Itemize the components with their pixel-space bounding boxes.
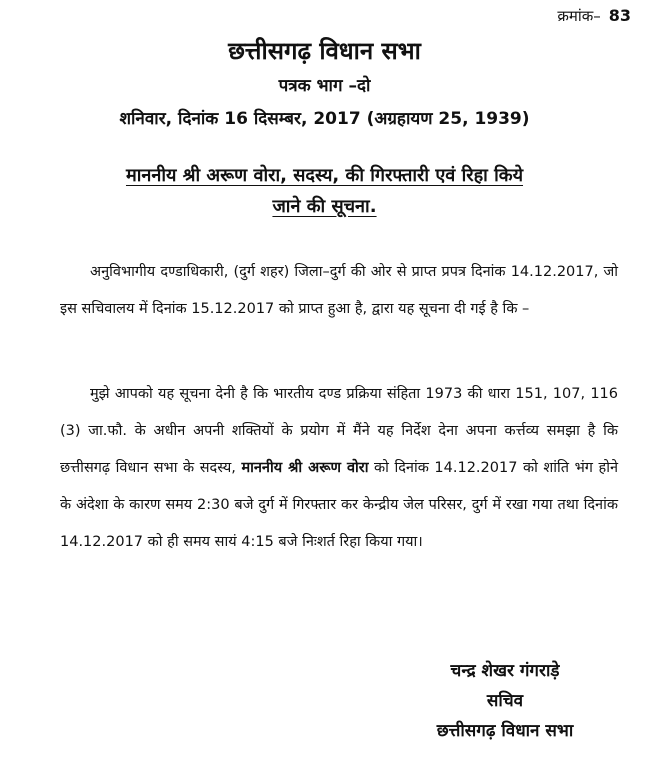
notice-heading-line2: जाने की सूचना. — [272, 196, 377, 217]
notice-heading — [0, 160, 649, 222]
document-subtitle: पत्रक भाग –दो — [278, 76, 371, 96]
serial-number — [557, 6, 631, 26]
signatory-name: चन्द्र शेखर गंगराड़े — [450, 661, 560, 681]
para2-intro: मुझे आपको यह सूचना देनी है कि भारतीय दण्ड प्रक्रिया संहिता 1973 की धारा 151, 107, 116 (3) जा.फौ. के अधीन अपनी शक्तियों के प्रयोग में मैंने यह निर्देश देना अपना कर्त्तव्य समझा है कि छत्तीसगढ़ विधान सभा के सदस्य, — [60, 386, 618, 476]
serial-value: 83 — [608, 6, 631, 25]
serial-label: क्रमांक– — [557, 7, 601, 25]
document-dateline: शनिवार, दिनांक 16 दिसम्बर, 2017 (अग्रहायण 25, 1939) — [119, 109, 530, 129]
notice-heading-line1: माननीय श्री अरूण वोरा, सदस्य, की गिरफ्तारी एवं रिहा किये — [125, 165, 524, 186]
body-paragraph-2 — [60, 376, 618, 561]
para2-details: को दिनांक 14.12.2017 को शांति भंग होने के अंदेशा के कारण समय 2:30 बजे दुर्ग में गिरफ्तार कर केन्द्रीय जेल परिसर, दुर्ग में रखा गया तथा दिनांक 14.12.2017 को ही समय सायं 4:15 बजे निःशर्त रिहा किया गया। — [60, 460, 619, 550]
document-title: छत्तीसगढ़ विधान सभा — [228, 37, 421, 65]
signatory-designation: सचिव — [486, 691, 524, 711]
member-name: माननीय श्री अरूण वोरा — [241, 460, 369, 476]
body-paragraph-1: अनुविभागीय दण्डाधिकारी, (दुर्ग शहर) जिला–दुर्ग की ओर से प्राप्त प्रपत्र दिनांक 14.12.2017, जो इस सचिवालय में दिनांक 15.12.2017 को प्राप्त हुआ है, द्वारा यह सूचना दी गई है कि – — [60, 264, 618, 317]
signatory-office: छत्तीसगढ़ विधान सभा — [436, 721, 574, 741]
